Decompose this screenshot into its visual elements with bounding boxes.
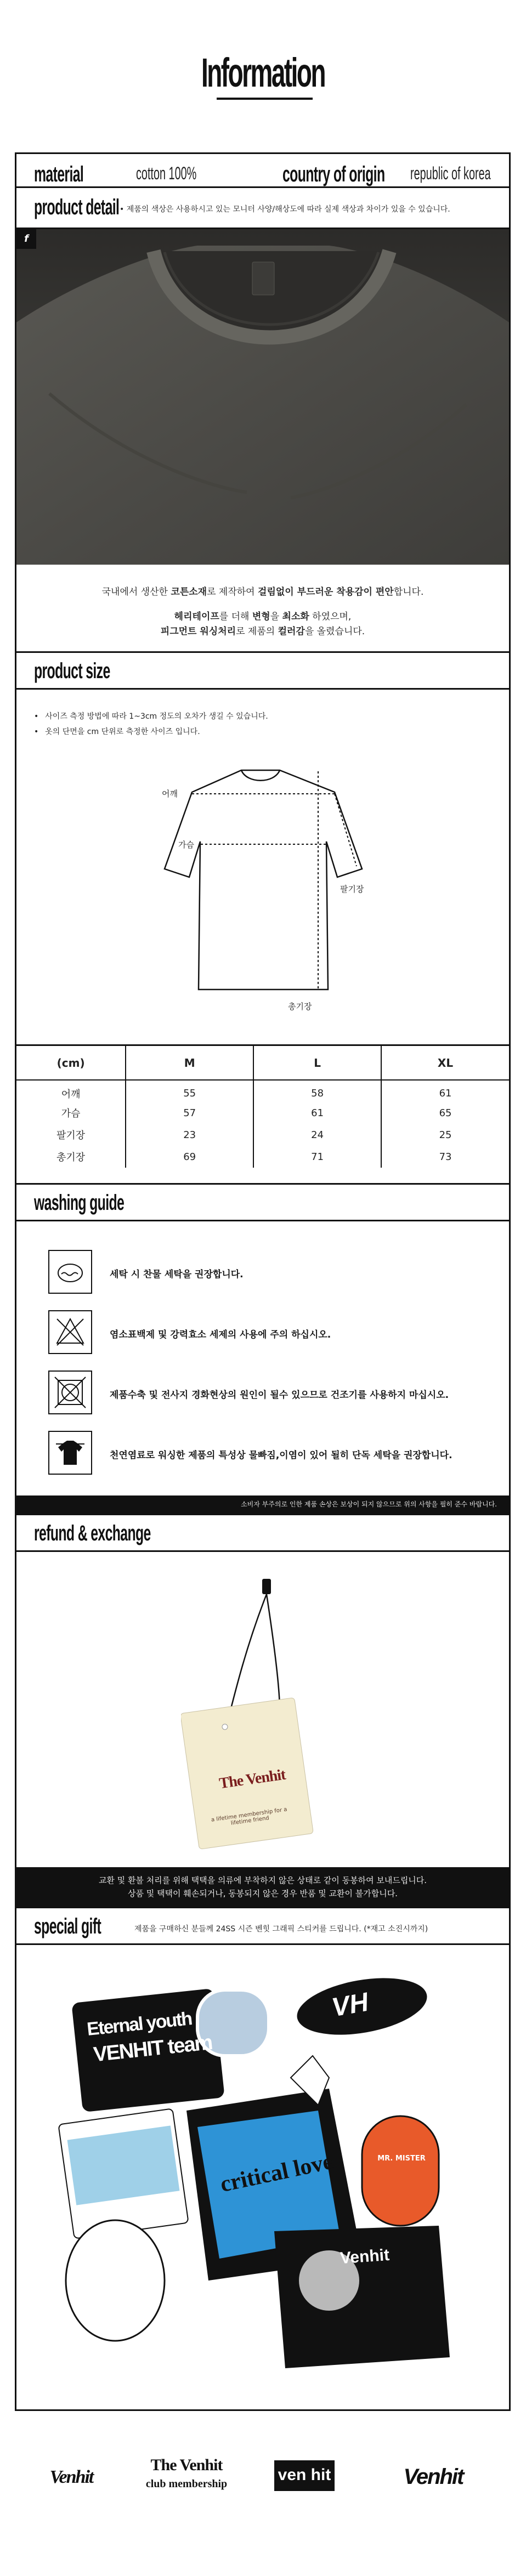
material-value: cotton 100% xyxy=(136,163,197,183)
table-cell: 57 xyxy=(126,1102,253,1124)
divider xyxy=(15,1550,511,1552)
detail-desc-1: 국내에서 생산한 코튼소재로 제작하여 걸림없이 부드러운 착용감이 편안합니다. xyxy=(101,587,424,598)
table-row xyxy=(16,1124,509,1146)
size-diagram xyxy=(154,759,373,1022)
table-cell: 총기장 xyxy=(16,1146,126,1168)
diagram-label-chest: 가슴 xyxy=(178,840,194,850)
diagram-label-shoulder: 어깨 xyxy=(162,789,178,799)
table-cell: 61 xyxy=(253,1102,381,1124)
table-header-cell: M xyxy=(126,1046,253,1080)
wash-text: 제품수축 및 전사지 경화현상의 원인이 될수 있으므로 건조기를 사용하지 마십시오. xyxy=(110,1390,449,1401)
footer-logo: Venhit xyxy=(49,2467,93,2487)
size-note: • 옷의 단면을 cm 단위로 측정한 사이즈 입니다. xyxy=(34,726,268,737)
sticker-collage xyxy=(55,1974,472,2379)
detail-desc-3: 피그먼트 워싱처리로 제품의 컬러감을 올렸습니다. xyxy=(160,626,365,637)
title-underline xyxy=(217,98,313,100)
table-header-cell: XL xyxy=(381,1046,509,1080)
table-row xyxy=(16,1146,509,1168)
wash-item xyxy=(48,1310,487,1354)
diagram-label-length: 총기장 xyxy=(288,1002,312,1011)
product-photo xyxy=(16,229,509,565)
size-table xyxy=(16,1046,509,1168)
diagram-label-sleeve: 팔기장 xyxy=(340,884,364,894)
no-bleach-icon xyxy=(48,1310,92,1354)
divider xyxy=(15,186,511,188)
sticker-text: MR. MISTER xyxy=(377,2154,426,2163)
wash-text: 염소표백제 및 강력효소 세제의 사용에 주의 하십시오. xyxy=(110,1329,331,1340)
color-notice: • 제품의 색상은 사용하시고 있는 모니터 사양/해상도에 따라 실제 색상과 차이가 있을 수 있습니다. xyxy=(120,205,450,214)
sticker-text: Venhit xyxy=(339,2245,391,2268)
divider xyxy=(15,651,511,653)
divider xyxy=(15,1183,511,1185)
hand-wash-icon xyxy=(48,1250,92,1294)
table-row xyxy=(16,1102,509,1124)
table-cell: 23 xyxy=(126,1124,253,1146)
page-title: Information xyxy=(201,50,325,95)
table-cell: 69 xyxy=(126,1146,253,1168)
wash-item xyxy=(48,1431,487,1475)
table-cell: 팔기장 xyxy=(16,1124,126,1146)
refund-notice-line: 교환 및 환불 처리를 위해 택택을 의류에 부착하지 않은 상태로 같이 동봉하여 보내드립니다. xyxy=(98,1875,427,1885)
refund-notice xyxy=(16,1867,509,1907)
table-cell: 24 xyxy=(253,1124,381,1146)
product-size-label: product size xyxy=(34,659,110,683)
origin-value: republic of korea xyxy=(410,163,491,183)
footer-logo: ven hit xyxy=(278,2466,331,2484)
table-row xyxy=(16,1080,509,1102)
sticker-text: Eternal youth xyxy=(86,2008,193,2040)
divider xyxy=(15,1220,511,1221)
table-cell: 어깨 xyxy=(16,1080,126,1102)
footer-logo: Venhit xyxy=(403,2465,463,2489)
no-tumble-dry-icon xyxy=(48,1371,92,1414)
table-cell: 55 xyxy=(126,1080,253,1102)
table-cell: 73 xyxy=(439,1151,452,1163)
sticker-text: VENHIT team xyxy=(92,2031,213,2067)
table-header-cell: (cm) xyxy=(16,1046,126,1080)
size-notes xyxy=(34,710,268,741)
section-badge: f xyxy=(16,229,36,249)
table-header-cell: L xyxy=(253,1046,381,1080)
size-note: • 사이즈 측정 방법에 따라 1~3cm 정도의 오차가 생길 수 있습니다. xyxy=(34,710,268,721)
divider xyxy=(15,1907,511,1908)
table-cell: 71 xyxy=(253,1146,381,1168)
washing-guide-label: washing guide xyxy=(34,1191,125,1215)
product-detail-label: product detail xyxy=(34,195,120,219)
table-cell: 58 xyxy=(253,1080,381,1102)
size-table-header xyxy=(16,1046,509,1080)
wash-item xyxy=(48,1250,487,1294)
footer-logo: The Venhit xyxy=(150,2456,223,2474)
divider xyxy=(15,688,511,690)
table-cell: 가슴 xyxy=(16,1102,126,1124)
material-label: material xyxy=(34,162,84,186)
tshirt-collar-image xyxy=(16,229,509,565)
divider xyxy=(15,1514,511,1515)
table-cell: 65 xyxy=(439,1107,452,1119)
tag-brand-text: The Venhit xyxy=(218,1766,287,1793)
divider xyxy=(15,1943,511,1945)
detail-desc-2: 헤리테이프를 더해 변형을 최소화 하였으며, xyxy=(174,611,352,622)
refund-notice-line: 상품 및 택택이 훼손되거나, 동봉되지 않은 경우 반품 및 교환이 불가합니다. xyxy=(128,1889,398,1898)
sticker-text: VH xyxy=(329,1987,371,2023)
footer-logo-sub: club membership xyxy=(145,2478,228,2490)
tag-small-text: a lifetime membership for a lifetime friend xyxy=(211,1806,288,1827)
gift-notice: 제품을 구매하신 분들께 24SS 시즌 벤힛 그래픽 스티커를 드립니다. (*재고 소진시까지) xyxy=(134,1925,428,1934)
wash-text: 세탁 시 찬물 세탁을 권장합니다. xyxy=(110,1269,244,1280)
hang-tag-image xyxy=(181,1579,346,1853)
table-cell: 25 xyxy=(439,1129,452,1141)
refund-label: refund & exchange xyxy=(34,1521,151,1545)
shirt-dry-icon xyxy=(48,1431,92,1475)
special-gift-label: special gift xyxy=(34,1914,101,1938)
washing-footnote: 소비자 부주의로 인한 제품 손상은 보상이 되지 않으므로 위의 사항을 필히 준수 바랍니다. xyxy=(16,1495,509,1514)
origin-label: country of origin xyxy=(282,162,385,186)
table-cell: 61 xyxy=(439,1088,452,1099)
wash-item xyxy=(48,1371,487,1414)
wash-text: 천연염료로 워싱한 제품의 특성상 물빠짐,이염이 있어 될히 단독 세탁을 권장합니다. xyxy=(110,1450,453,1461)
sticker-text: critical love xyxy=(218,2148,336,2198)
